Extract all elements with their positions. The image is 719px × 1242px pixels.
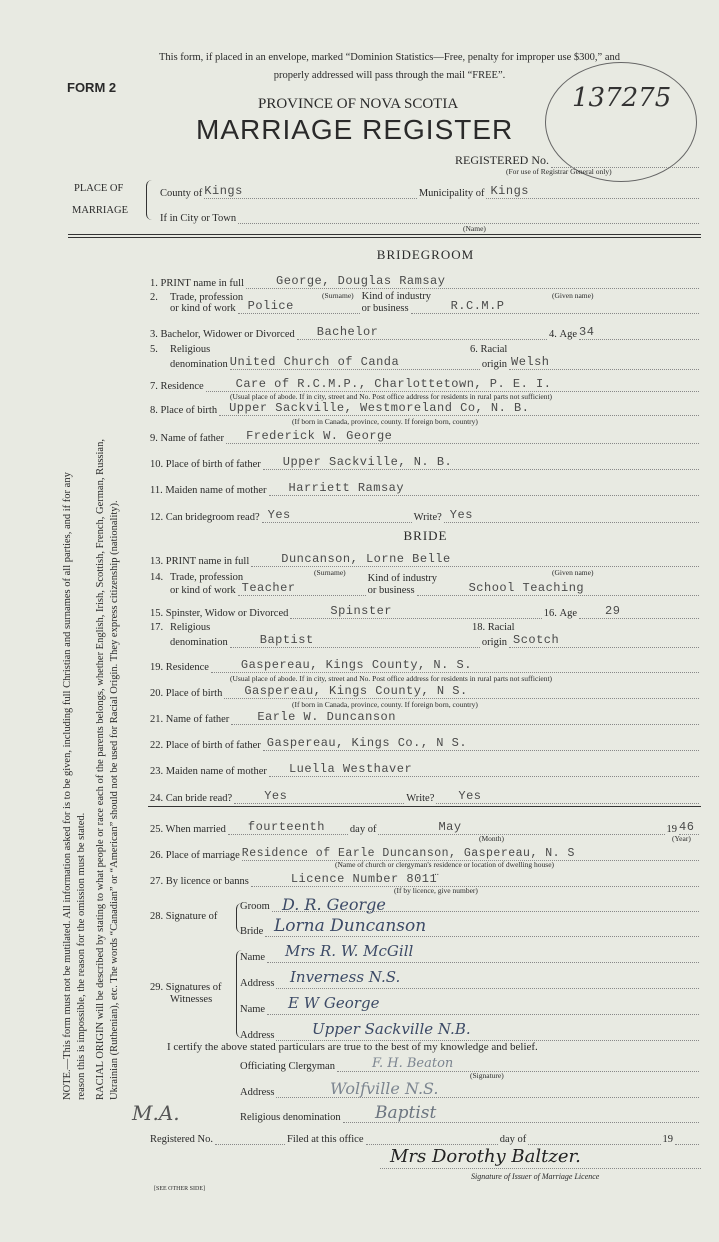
- clergy-religion: Baptist: [375, 1103, 437, 1123]
- bride-heading: BRIDE: [403, 528, 448, 543]
- residence-note: (Usual place of abode. If in city, street and No. Post office address for residents in rural parts not sufficient): [230, 392, 553, 401]
- bride-signature-field: Bride: [240, 921, 701, 937]
- religious-label: Religious: [170, 344, 211, 355]
- registered-no-note: (For use of Registrar General only): [506, 167, 612, 176]
- racial-label: Racial: [480, 344, 508, 355]
- see-other-side: [SEE OTHER SIDE]: [154, 1186, 205, 1192]
- surname-note: (Surname): [322, 291, 354, 300]
- witness2-name: E W George: [288, 994, 380, 1012]
- bride-birthplace-field: 20. Place of birth Gaspereau, Kings County, N S.: [150, 683, 701, 699]
- bride-religion-field: denomination Baptist origin Scotch: [170, 632, 701, 648]
- signature-note: (Signature): [470, 1071, 504, 1080]
- name-note: (Name): [463, 224, 486, 233]
- signature-of-label: 28. Signature of: [150, 911, 218, 922]
- groom-father-field: 9. Name of father Frederick W. George: [150, 428, 701, 444]
- side-note-1a: NOTE.—This form must not be mutilated. All information asked for is to be given, including full Christian and surnames of all parties, and if for any: [62, 472, 73, 1100]
- row-number: 14.: [150, 572, 164, 583]
- marriage-place-field: 26. Place of marriage Residence of Earle Duncanson, Gaspereau, N. S: [150, 845, 701, 861]
- witnesses-label-2: Witnesses: [170, 994, 213, 1005]
- postal-notice-2: properly addressed will pass through the mail “FREE”.: [273, 70, 506, 81]
- bride-mother-field: 23. Maiden name of mother Luella Westhaver: [150, 761, 701, 777]
- groom-religion-field: denomination United Church of Canda origin Welsh: [170, 354, 701, 370]
- bridegroom-heading: BRIDEGROOM: [376, 247, 475, 262]
- city-field: If in City or Town: [160, 208, 701, 224]
- groom-birthplace-field: 8. Place of birth Upper Sackville, Westmoreland Co, N. B.: [150, 400, 701, 416]
- groom-literacy-field: 12. Can bridegroom read? Yes Write? Yes: [150, 507, 701, 523]
- place-note: (Name of church or clergyman's residence or location of dwelling house): [335, 860, 555, 869]
- given-note: (Given name): [552, 568, 594, 577]
- bride-status-field: 15. Spinster, Widow or Divorced Spinster 16. Age 29: [150, 603, 701, 619]
- divider: [68, 234, 701, 238]
- row-number: 5.: [150, 344, 158, 355]
- certification-statement: I certify the above stated particulars are true to the best of my knowledge and belief.: [167, 1041, 538, 1053]
- surname-note: (Surname): [314, 568, 346, 577]
- groom-status-field: 3. Bachelor, Widower or Divorced Bachelor 4. Age 34: [150, 324, 701, 340]
- marriage-label: MARRIAGE: [72, 205, 129, 216]
- place-of-label: PLACE OF: [74, 183, 124, 194]
- groom-residence-field: 7. Residence Care of R.C.M.P., Charlottetown, P. E. I.: [150, 376, 701, 392]
- licence-note: (If by licence, give number): [394, 886, 478, 895]
- registrar-initials: M.A.: [132, 1101, 180, 1125]
- bride-name-field: 13. PRINT name in full Duncanson, Lorne Belle: [150, 551, 701, 567]
- postal-notice-1: This form, if placed in an envelope, marked “Dominion Statistics—Free, penalty for improper use $300,” and: [158, 52, 620, 63]
- witness2-name-field: Name: [240, 999, 701, 1015]
- registered-no-field: REGISTERED No.: [455, 152, 701, 168]
- birth-note: (If born in Canada, province, county. If foreign born, country): [292, 700, 478, 709]
- witness2-address-field: Address: [240, 1025, 701, 1041]
- witness2-address: Upper Sackville N.B.: [312, 1020, 471, 1038]
- racial-label: Racial: [487, 622, 515, 633]
- side-note-1b: reason this is impossible, the reason for the omission must be stated.: [76, 812, 87, 1100]
- issuer-signature-line: [380, 1168, 701, 1169]
- county-field: County of Kings Municipality of Kings: [160, 183, 701, 199]
- trade-label: Trade, profession: [170, 292, 244, 303]
- witness1-address: Inverness N.S.: [290, 968, 401, 986]
- witnesses-label: 29. Signatures of: [150, 982, 222, 993]
- issuer-signature: Mrs Dorothy Baltzer.: [390, 1146, 581, 1167]
- bride-residence-field: 19. Residence Gaspereau, Kings County, N. S.: [150, 657, 701, 673]
- clergyman-field: Officiating Clergyman: [240, 1056, 701, 1072]
- side-note-2b: Ukrainian (Ruthenian), etc. The words “Canadian” or “American” should not be used for Racial Origin. They express citizenship (nationality).: [109, 500, 120, 1100]
- groom-name-field: 1. PRINT name in full George, Douglas Ramsay: [150, 273, 701, 289]
- year-note: (Year): [672, 834, 691, 843]
- row-number: 2.: [150, 292, 158, 303]
- clergy-address-field: Address: [240, 1082, 701, 1098]
- bride-father-field: 21. Name of father Earle W. Duncanson: [150, 709, 701, 725]
- licence-field: 27. By licence or banns Licence Number 8011̈: [150, 871, 701, 887]
- bride-trade-field: or kind of work Teacher Kind of industry or business School Teaching: [170, 580, 701, 596]
- month-note: (Month): [479, 834, 504, 843]
- document-title: MARRIAGE REGISTER: [196, 114, 514, 145]
- groom-signature: D. R. George: [282, 895, 386, 914]
- birth-note: (If born in Canada, province, county. If foreign born, country): [292, 417, 478, 426]
- marriage-date-field: 25. When married fourteenth day of May 19 46: [150, 819, 701, 835]
- trade-label: Trade, profession: [170, 572, 244, 583]
- clergyman-signature: F. H. Beaton: [372, 1056, 454, 1071]
- issuer-note: Signature of Issuer of Marriage Licence: [471, 1172, 600, 1181]
- row-number: 18.: [472, 622, 486, 633]
- row-number: 6.: [470, 344, 478, 355]
- side-note-2a: RACIAL ORIGIN will be described by stating to what people or race each of the parents belongs, whether English, Irish, Scottish, French, German, Russian,: [95, 439, 106, 1100]
- groom-father-birth-field: 10. Place of birth of father Upper Sackville, N. B.: [150, 454, 701, 470]
- bride-signature: Lorna Duncanson: [274, 916, 427, 936]
- province-title: PROVINCE OF NOVA SCOTIA: [258, 96, 459, 112]
- given-note: (Given name): [552, 291, 594, 300]
- residence-note: (Usual place of abode. If in city, street and No. Post office address for residents in rural parts not sufficient): [230, 674, 553, 683]
- bride-father-birth-field: 22. Place of birth of father Gaspereau, Kings Co., N S.: [150, 735, 701, 751]
- form-number: FORM 2: [67, 80, 117, 95]
- divider: [148, 806, 701, 807]
- bride-literacy-field: 24. Can bride read? Yes Write? Yes: [150, 788, 701, 804]
- witness1-name: Mrs R. W. McGill: [285, 942, 414, 960]
- row-number: 17.: [150, 622, 164, 633]
- brace: [146, 180, 153, 220]
- filing-field: Registered No. Filed at this office day of 19: [150, 1129, 701, 1145]
- groom-mother-field: 11. Maiden name of mother Harriett Ramsay: [150, 480, 701, 496]
- clergy-address: Wolfville N.S.: [330, 1079, 439, 1098]
- stamp-number: 137275: [572, 83, 672, 113]
- clergy-religion-field: Religious denomination: [240, 1107, 701, 1123]
- religious-label: Religious: [170, 622, 211, 633]
- groom-trade-field: or kind of work Police Kind of industry or business R.C.M.P: [170, 298, 701, 314]
- witness1-name-field: Name: [240, 947, 701, 963]
- groom-signature-field: Groom: [240, 896, 701, 912]
- witness1-address-field: Address: [240, 973, 701, 989]
